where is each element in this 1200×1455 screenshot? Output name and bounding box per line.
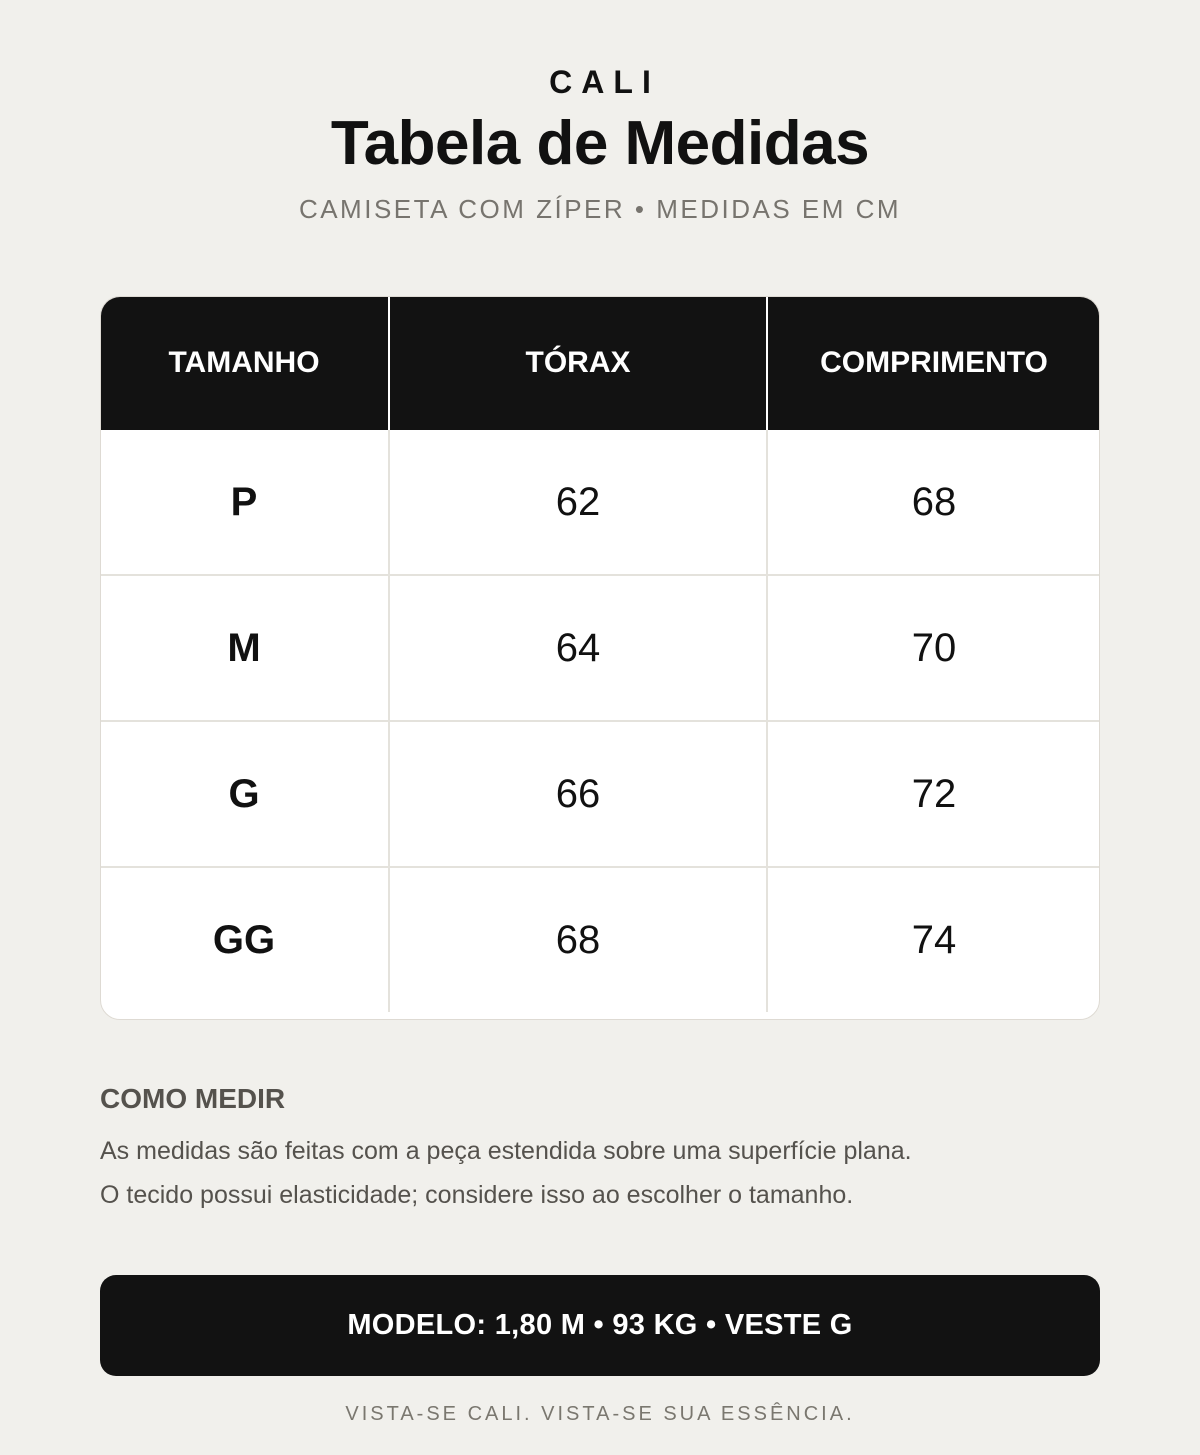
size-cell: G bbox=[100, 721, 389, 867]
table-row bbox=[100, 867, 1100, 1012]
how-to-measure-line: As medidas são feitas com a peça estendida sobre uma superfície plana. bbox=[100, 1137, 912, 1165]
table-row bbox=[100, 575, 1100, 721]
table-header-row bbox=[100, 296, 1100, 430]
column-header-size: TAMANHO bbox=[100, 296, 389, 430]
page-subtitle: CAMISETA COM ZÍPER • MEDIDAS EM CM bbox=[298, 194, 902, 224]
model-info-banner bbox=[100, 1275, 1100, 1376]
chest-cell: 62 bbox=[389, 430, 767, 575]
column-header-chest: TÓRAX bbox=[389, 296, 767, 430]
how-to-measure-line: O tecido possui elasticidade; considere isso ao escolher o tamanho. bbox=[100, 1181, 854, 1209]
length-cell: 74 bbox=[767, 867, 1100, 1012]
column-header-length: COMPRIMENTO bbox=[767, 296, 1100, 430]
length-cell: 72 bbox=[767, 721, 1100, 867]
length-cell: 68 bbox=[767, 430, 1100, 575]
length-cell: 70 bbox=[767, 575, 1100, 721]
how-to-measure-heading: COMO MEDIR bbox=[100, 1083, 286, 1114]
size-cell: P bbox=[230, 479, 258, 524]
chest-cell: 66 bbox=[389, 721, 767, 867]
brand-name: CALI bbox=[549, 64, 660, 100]
chest-cell: 68 bbox=[389, 867, 767, 1012]
page-title: Tabela de Medidas bbox=[330, 109, 870, 178]
table-row bbox=[100, 430, 1100, 575]
footer-tagline: VISTA-SE CALI. VISTA-SE SUA ESSÊNCIA. bbox=[345, 1403, 855, 1425]
size-table-card bbox=[100, 296, 1100, 1020]
size-cell: GG bbox=[100, 867, 389, 1012]
table-row bbox=[100, 721, 1100, 867]
size-table bbox=[100, 296, 1100, 1012]
model-info-text: MODELO: 1,80 M • 93 KG • VESTE G bbox=[347, 1309, 853, 1341]
size-cell: M bbox=[100, 575, 389, 721]
chest-cell: 64 bbox=[389, 575, 767, 721]
